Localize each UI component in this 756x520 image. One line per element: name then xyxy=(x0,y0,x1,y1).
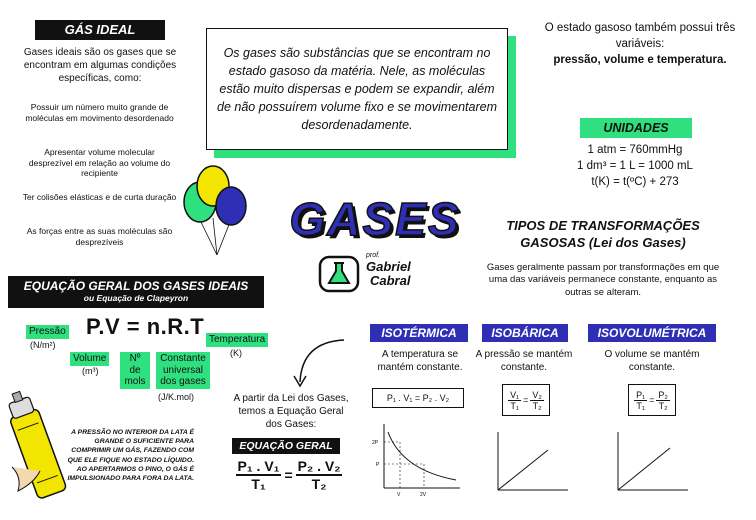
units-line-2: 1 dm³ = 1 L = 1000 mL xyxy=(577,160,693,173)
units-line-1: 1 atm = 760mmHg xyxy=(587,144,683,156)
variables-line: O estado gasoso também possui três variáveis: xyxy=(544,22,736,51)
isovolumetrica-graph-icon xyxy=(612,428,692,493)
ideal-intro: Gases ideais são os gases que se encontram em algumas condições específicas, como: xyxy=(23,47,177,84)
ideal-item-4: As forças entre as suas moléculas são desprezíveis xyxy=(26,226,173,247)
main-title: GASES xyxy=(289,193,461,245)
transformations-title: TIPOS DE TRANSFORMAÇÕES GASOSAS (Lei dos Gases) xyxy=(506,218,700,250)
general-eq: = xyxy=(284,467,293,483)
graph-2v-label: 2V xyxy=(420,492,427,498)
isovolumetrica-num2: P₂ xyxy=(658,389,668,400)
isovolumetrica-formula xyxy=(628,384,676,416)
isovolumetrica-desc: O volume se mantém constante. xyxy=(604,349,700,373)
general-den1: T₁ xyxy=(251,476,266,492)
isobarica-eq: = xyxy=(523,395,529,405)
constante-label: Constante universal dos gases xyxy=(156,352,210,389)
spray-can-icon xyxy=(4,385,68,505)
definition-box xyxy=(206,28,508,150)
isobarica-graph-icon xyxy=(492,428,572,493)
general-title: EQUAÇÃO GERAL xyxy=(232,438,340,454)
ideal-item-1: Possuir um número muito grande de moléculas em movimento desordenado xyxy=(25,102,174,123)
mols-label: Nº de mols xyxy=(120,352,150,389)
temperatura-unit: (K) xyxy=(230,348,242,358)
general-num2: P₂ . V₂ xyxy=(297,458,341,474)
isobarica-desc: A pressão se mantém constante. xyxy=(475,349,573,373)
flask-logo-icon xyxy=(318,253,362,295)
pressao-unit: (N/m²) xyxy=(30,340,56,350)
general-den2: T₂ xyxy=(311,476,327,492)
isobarica-formula xyxy=(502,384,550,416)
ideal-title: GÁS IDEAL xyxy=(35,20,165,40)
isovolumetrica-num1: P₁ xyxy=(636,389,646,400)
volume-label: Volume xyxy=(70,352,109,366)
isotermica-desc: A temperatura se mantém constante. xyxy=(377,349,463,373)
balloons-icon xyxy=(175,160,255,270)
isobarica-num2: V₂ xyxy=(532,389,542,400)
general-formula xyxy=(226,458,352,492)
constante-unit: (J/K.mol) xyxy=(158,392,194,402)
variables-bold: pressão, volume e temperatura. xyxy=(553,54,727,67)
isobarica-den1: T₁ xyxy=(510,400,519,411)
isotermica-formula: P₁ . V₁ = P₂ . V₂ xyxy=(372,388,464,408)
pressao-label: Pressão xyxy=(26,325,69,339)
graph-v-label: V xyxy=(397,492,401,498)
general-num1: P₁ . V₁ xyxy=(237,458,280,474)
transformations-desc: Gases geralmente passam por transformações em que uma das variáveis permanece constante, enquanto as outras se alteram. xyxy=(486,262,720,298)
isovolumetrica-eq: = xyxy=(649,395,655,405)
logo-prof: prof. xyxy=(366,252,381,259)
curved-arrow-icon xyxy=(282,336,352,390)
logo-name2: Cabral xyxy=(370,273,411,288)
isobarica-title: ISOBÁRICA xyxy=(482,324,568,342)
units-lines xyxy=(555,142,715,190)
ideal-item-2: Apresentar volume molecular desprezível em relação ao volume do recipiente xyxy=(28,147,171,179)
graph-p-label: P xyxy=(376,462,380,468)
variables-text xyxy=(540,20,740,68)
clapeyron-equation: P.V = n.R.T xyxy=(86,314,205,339)
isobarica-num1: V₁ xyxy=(510,389,520,400)
isotermica-graph-icon xyxy=(372,420,462,498)
ideal-item-3: Ter colisões elásticas e de curta duração xyxy=(22,192,177,202)
isovolumetrica-title: ISOVOLUMÉTRICA xyxy=(588,324,716,342)
temperatura-label: Temperatura xyxy=(206,333,268,347)
isobarica-den2: T₂ xyxy=(532,400,542,411)
units-title: UNIDADES xyxy=(580,118,692,138)
clapeyron-subtitle: ou Equação de Clapeyron xyxy=(83,293,189,303)
volume-unit: (m³) xyxy=(82,366,99,376)
units-line-3: t(K) = t(ºC) + 273 xyxy=(591,176,679,189)
can-text: A PRESSÃO NO INTERIOR DA LATA É GRANDE O SUFICIENTE PARA COMPRIMIR UM GÁS, FAZENDO COM QUE ELE FIQUE NO ESTADO LÍQUIDO. AO APERTARMOS O PINO, O GÁS É IMPULSIONADO PARA FORA DA LATA. xyxy=(67,429,194,482)
graph-2p-label: 2P xyxy=(372,440,379,446)
general-intro: A partir da Lei dos Gases, temos a Equação Geral dos Gases: xyxy=(233,393,349,430)
logo-name1: Gabriel xyxy=(366,259,411,274)
isotermica-title: ISOTÉRMICA xyxy=(370,324,468,342)
clapeyron-title: EQUAÇÃO GERAL DOS GASES IDEAIS xyxy=(23,279,249,293)
isovolumetrica-den1: T₁ xyxy=(636,400,645,411)
definition-text: Os gases são substâncias que se encontram no estado gasoso da matéria. Nele, as moléculas estão muito dispersas e podem se expandir, além de não possuírem volume fixo e se movimentarem desordenadamente. xyxy=(217,45,497,133)
clapeyron-header xyxy=(8,276,264,308)
isovolumetrica-den2: T₂ xyxy=(658,400,668,411)
